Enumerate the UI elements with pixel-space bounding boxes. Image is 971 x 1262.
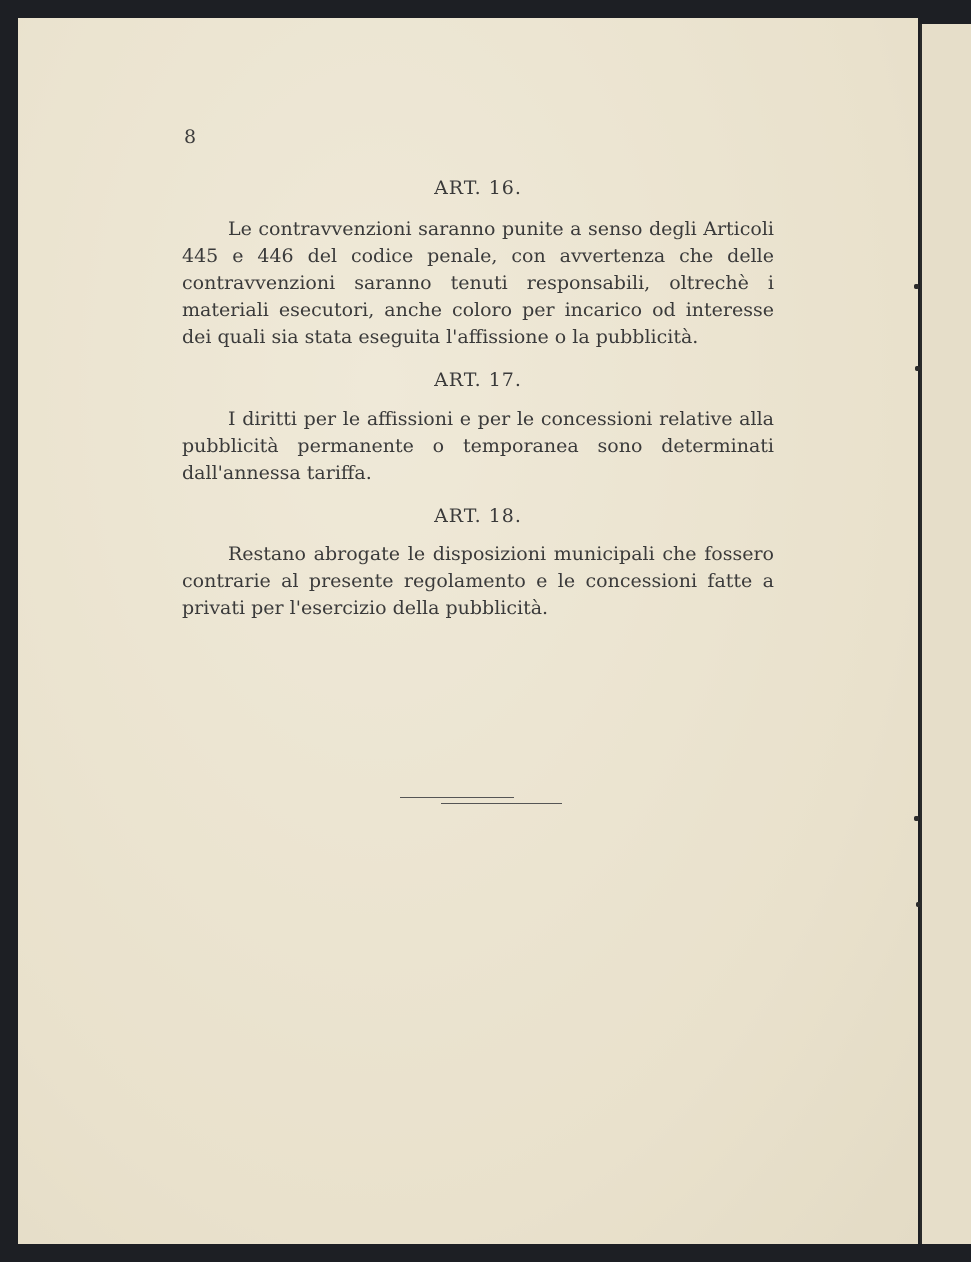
closing-rule-lower (441, 803, 562, 804)
binding-hole-mark (915, 366, 920, 371)
page-number: 8 (184, 126, 197, 148)
article-17-text: I diritti per le affissioni e per le concessioni relative alla pubblicità permanente o temporanea sono determinati dall'annessa tariffa. (182, 408, 774, 484)
document-page (18, 18, 918, 1244)
binding-hole-mark (916, 902, 921, 907)
article-16-heading: ART. 16. (434, 177, 522, 199)
binding-hole-mark (914, 816, 919, 821)
article-16-text: Le contravvenzioni saranno punite a senso degli Articoli 445 e 446 del codice penale, con avvertenza che delle contravvenzioni saranno tenuti responsabili, oltrechè i materiali esecutori, anche coloro per incarico od interesse dei quali sia stata eseguita l'affissione o la pubblicità. (182, 218, 774, 348)
closing-rule-upper (400, 797, 514, 798)
article-17-heading: ART. 17. (434, 369, 522, 391)
article-18-text: Restano abrogate le disposizioni municipali che fossero contrarie al presente regolamento e le concessioni fatte a privati per l'esercizio della pubblicità. (182, 543, 774, 619)
adjacent-page-edge (920, 24, 971, 1244)
binding-hole-mark (914, 284, 919, 289)
article-18-heading: ART. 18. (434, 505, 522, 527)
